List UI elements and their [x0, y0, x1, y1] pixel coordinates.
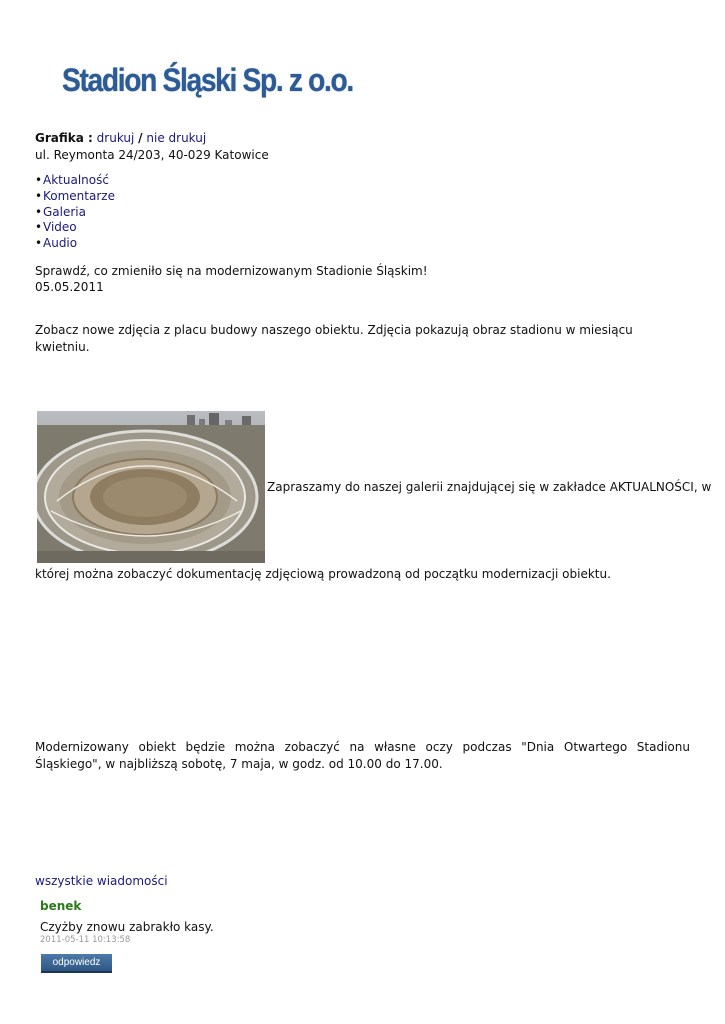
nav-item-gallery	[35, 205, 115, 221]
article-paragraph-3: Modernizowany obiekt będzie można zobaczyć na własne oczy podczas "Dnia Otwartego Stadionu Śląskiego", w najbliższą sobotę, 7 maja, w godz. od 10.00 do 17.00.	[35, 740, 690, 771]
bullet-icon: •	[35, 236, 43, 251]
nav-link-video[interactable]: Video	[43, 220, 77, 235]
graphics-separator: /	[138, 131, 143, 145]
graphics-toggle	[35, 130, 206, 147]
stadium-photo	[37, 411, 265, 563]
graphics-label: Grafika :	[35, 131, 93, 145]
article-date: 05.05.2011	[35, 280, 104, 294]
nav-link-comments[interactable]: Komentarze	[43, 188, 115, 203]
article-paragraph-1: Zobacz nowe zdjęcia z placu budowy naszego obiektu. Zdjęcia pokazują obraz stadionu w miesiącu kwietniu.	[35, 323, 633, 354]
comment-author: benek	[40, 899, 82, 913]
nav-link-gallery[interactable]: Galeria	[43, 204, 86, 219]
noprint-link[interactable]: nie drukuj	[146, 131, 207, 145]
nav-link-audio[interactable]: Audio	[43, 236, 78, 251]
bullet-icon: •	[35, 188, 43, 203]
section-nav	[35, 173, 115, 252]
article-headline: Sprawdź, co zmieniło się na modernizowanym Stadionie Śląskim!	[35, 264, 428, 278]
bullet-icon: •	[35, 173, 43, 187]
nav-link-news[interactable]: Aktualność	[43, 173, 109, 187]
nav-item-news	[35, 173, 115, 189]
bullet-icon: •	[35, 204, 43, 219]
nav-item-comments	[35, 189, 115, 205]
article-paragraph-2-line-1: Zapraszamy do naszej galerii znajdującej się w zakładce AKTUALNOŚCI, w	[267, 480, 712, 494]
comment-timestamp: 2011-05-11 10:13:58	[40, 935, 131, 945]
nav-item-video	[35, 220, 115, 236]
print-link[interactable]: drukuj	[96, 131, 135, 145]
address: ul. Reymonta 24/203, 40-029 Katowice	[35, 148, 269, 162]
reply-button[interactable]: odpowiedz	[41, 954, 112, 973]
bullet-icon: •	[35, 220, 43, 235]
article-paragraph-2-line-2: której można zobaczyć dokumentację zdjęciową prowadzoną od początku modernizacji obiektu.	[35, 567, 611, 581]
all-news-link[interactable]: wszystkie wiadomości	[35, 874, 168, 888]
site-logo: Stadion Śląski Sp. z o.o.	[62, 62, 353, 98]
comment-text: Czyżby znowu zabrakło kasy.	[40, 920, 214, 934]
nav-item-audio	[35, 236, 115, 252]
